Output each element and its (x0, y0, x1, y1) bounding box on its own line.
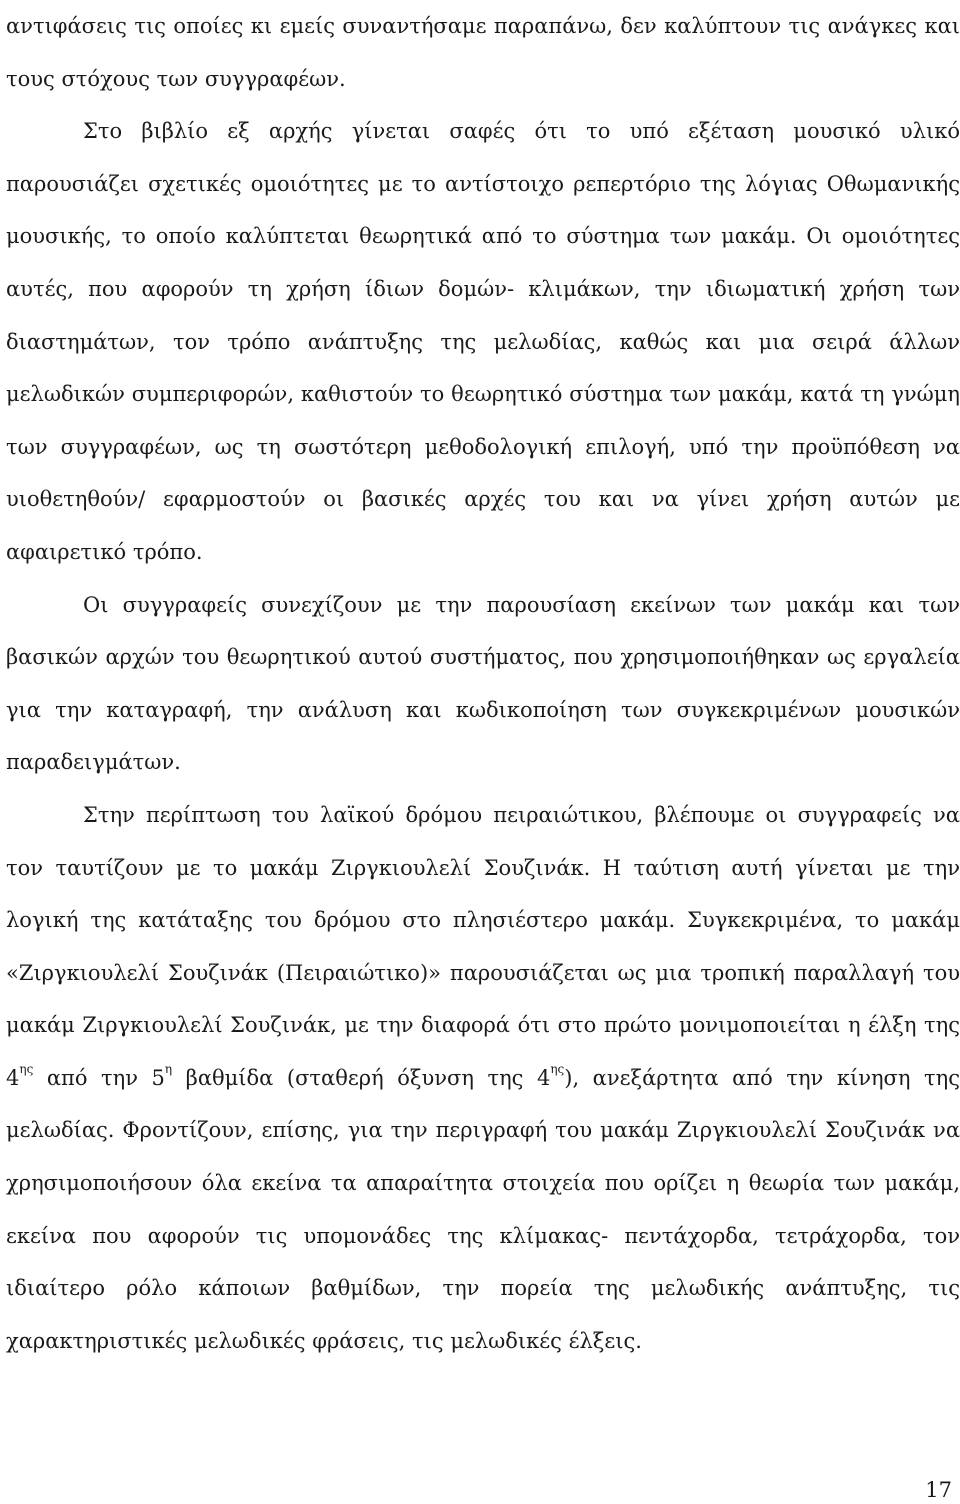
paragraph-continued: αντιφάσεις τις οποίες κι εμείς συναντήσαμε παραπάνω, δεν καλύπτουν τις ανάγκες και τους στόχους των συγγραφέων. (6, 14, 960, 91)
ordinal-suffix: ης (19, 1062, 34, 1077)
document-page (6, 0, 960, 1367)
text-segment: βαθμίδα (σταθερή όξυνση της 4 (172, 1065, 551, 1090)
paragraph-maqam-system: Στο βιβλίο εξ αρχής γίνεται σαφές ότι το υπό εξέταση μουσικό υλικό παρουσιάζει σχετικές ομοιότητες με το αντίστοιχο ρεπερτόριο της λόγιας Οθωμανικής μουσικής, το οποίο καλύπτεται θεωρητικά από το σύστημα των μακάμ. Οι ομοιότητες αυτές, που αφορούν τη χρήση ίδιων δομών- κλιμάκων, την ιδιωματική χρήση των διαστημάτων, τον τρόπο ανάπτυξης της μελωδίας, καθώς και μια σειρά άλλων μελωδικών συμπεριφορών, καθιστούν το θεωρητικό σύστημα των μακάμ, κατά τη γνώμη των συγγραφέων, ως τη σωστότερη μεθοδολογική επιλογή, υπό την προϋπόθεση να υιοθετηθούν/ εφαρμοστούν οι βασικές αρχές του και να γίνει χρήση αυτών με αφαιρετικό τρόπο. (6, 119, 960, 564)
text-segment: Στην περίπτωση του λαϊκού δρόμου πειραιώτικου, βλέπουμε οι συγγραφείς να τον ταυτίζουν με το μακάμ Ζιργκιουλελί Σουζινάκ. Η ταύτιση αυτή γίνεται με την λογική της κατάταξης του δρόμου στο πλησιέστερο μακάμ. Συγκεκριμένα, το μακάμ «Ζιργκιουλελί Σουζινάκ (Πειραιώτικο)» παρουσιάζεται ως μια τροπική παραλλαγή του μακάμ Ζιργκιουλελί Σουζινάκ, με την διαφορά ότι στο πρώτο μονιμοποιείται η έλξη της 4 (6, 802, 960, 1090)
paragraph-piraeotiko (6, 789, 960, 1368)
body-text (6, 0, 960, 1367)
page-number: 17 (925, 1478, 952, 1502)
ordinal-suffix: η (164, 1062, 173, 1077)
text-segment: από την 5 (33, 1065, 165, 1090)
ordinal-suffix: ης (550, 1062, 565, 1077)
paragraph-authors-continue: Οι συγγραφείς συνεχίζουν με την παρουσίαση εκείνων των μακάμ και των βασικών αρχών του θεωρητικού αυτού συστήματος, που χρησιμοποιήθηκαν ως εργαλεία για την καταγραφή, την ανάλυση και κωδικοποίηση των συγκεκριμένων μουσικών παραδειγμάτων. (6, 592, 960, 775)
text-segment: ), ανεξάρτητα από την κίνηση της μελωδίας. Φροντίζουν, επίσης, για την περιγραφή του μακάμ Ζιργκιουλελί Σουζινάκ να χρησιμοποιήσουν όλα εκείνα τα απαραίτητα στοιχεία που ορίζει η θεωρία των μακάμ, εκείνα που αφορούν τις υπομονάδες της κλίμακας- πεντάχορδα, τετράχορδα, τον ιδιαίτερο ρόλο κάποιων βαθμίδων, την πορεία της μελωδικής ανάπτυξης, τις χαρακτηριστικές μελωδικές φράσεις, τις μελωδικές έλξεις. (6, 1065, 960, 1353)
